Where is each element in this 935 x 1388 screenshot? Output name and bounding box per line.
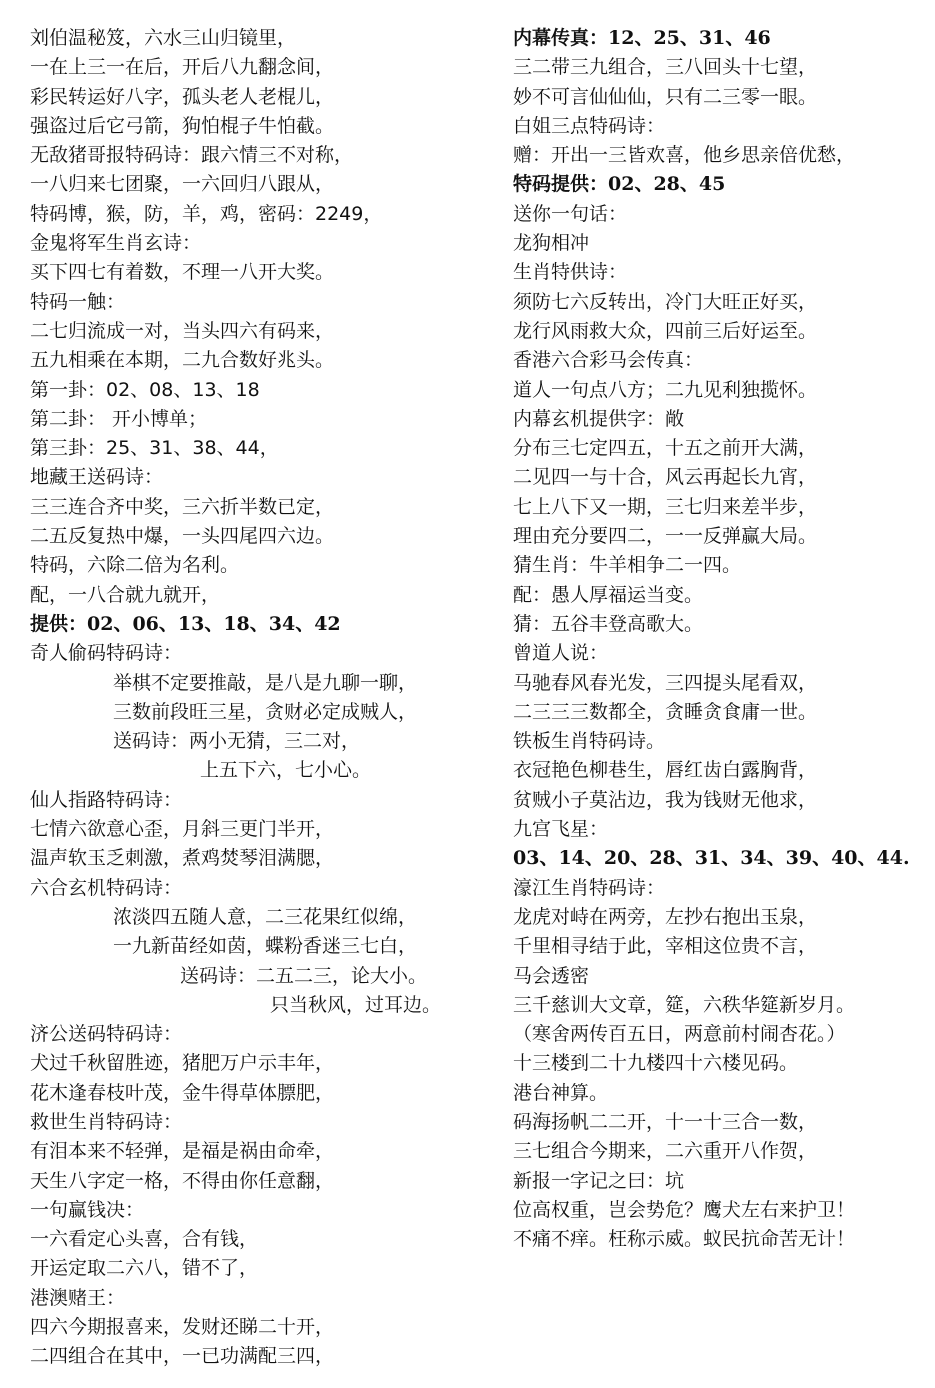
text-line: 妙不可言仙仙仙，只有二三零一眼。	[513, 85, 818, 108]
text-line: 港澳赌王：	[30, 1286, 126, 1309]
text-line: 强盗过后它弓箭，狗怕棍子牛怕截。	[30, 114, 335, 137]
text-line: 第三卦：25、31、38、44，	[30, 437, 279, 460]
text-line: 二七归流成一对，当头四六有码来，	[30, 319, 335, 342]
text-line: 地藏王送码诗：	[30, 466, 164, 489]
text-line: 龙行风雨救大众，四前三后好运至。	[513, 319, 818, 342]
text-line: 开运定取二六八，错不了，	[30, 1257, 259, 1280]
text-line: 济公送码特码诗：	[30, 1023, 183, 1046]
text-line: 第二卦： 开小博单；	[30, 407, 208, 430]
text-line-indented: 送码诗：两小无猜，三二对，	[113, 730, 361, 753]
text-line: 猜：五谷丰登高歌大。	[513, 612, 704, 635]
text-line: 十三楼到二十九楼四十六楼见码。	[513, 1052, 799, 1075]
text-line: 千里相寻结于此，宰相这位贵不言，	[513, 935, 818, 958]
text-line: 香港六合彩马会传真：	[513, 349, 704, 372]
text-line: 第一卦：02、08、13、18	[30, 378, 260, 401]
text-line: 温声软玉乏刺激，煮鸡焚琴泪满腮，	[30, 847, 335, 870]
text-line: 二四组合在其中，一已功满配三四，	[30, 1345, 335, 1368]
text-line: 龙狗相冲	[513, 232, 590, 255]
text-line: 三二带三九组合，三八回头十七望，	[513, 56, 818, 79]
text-line: 白姐三点特码诗：	[513, 114, 666, 137]
text-line: 七情六欲意心歪，月斜三更门半开，	[30, 818, 335, 841]
text-line: 买下四七有着数，不理一八开大奖。	[30, 261, 335, 284]
text-line: 港台神算。	[513, 1081, 609, 1104]
text-line-indented: 浓淡四五随人意，二三花果红似绵，	[113, 905, 418, 928]
text-line: （寒舍两传百五日，两意前村闹杏花。）	[513, 1023, 846, 1046]
text-line-indented: 上五下六，七小心。	[200, 759, 372, 782]
text-line: 理由充分要四二，一一反弹赢大局。	[513, 525, 818, 548]
text-line: 二五反复热中爆，一头四尾四六边。	[30, 525, 335, 548]
text-line: 铁板生肖特码诗。	[513, 730, 666, 753]
text-line: 一六看定心头喜，合有钱，	[30, 1228, 259, 1251]
text-line: 曾道人说：	[513, 642, 609, 665]
text-line: 四六今期报喜来，发财还睇二十开，	[30, 1316, 335, 1339]
text-line: 特码博，猴，防，羊，鸡，密码：2249，	[30, 202, 383, 225]
text-line: 贫贼小子莫沾边，我为钱财无他求，	[513, 788, 818, 811]
text-line: 衣冠艳色柳巷生，唇红齿白露胸背，	[513, 759, 818, 782]
text-line-bold: 提供：02、06、13、18、34、42	[30, 612, 341, 635]
text-line: 犬过千秋留胜迹，猪肥万户示丰年，	[30, 1052, 335, 1075]
text-line: 濠江生肖特码诗：	[513, 876, 666, 899]
text-line-indented: 一九新苗经如茵，蝶粉香迷三七白，	[113, 935, 418, 958]
text-line: 花木逢春枝叶茂，金牛得草体膘肥，	[30, 1081, 335, 1104]
text-line: 猜生肖：牛羊相争二一四。	[513, 554, 742, 577]
text-line: 分布三七定四五，十五之前开大满，	[513, 437, 818, 460]
left-column	[30, 24, 470, 1372]
text-line: 赠：开出一三皆欢喜，他乡思亲倍优愁，	[513, 144, 856, 167]
text-line: 金鬼将军生肖玄诗：	[30, 232, 202, 255]
text-line: 五九相乘在本期，二九合数好兆头。	[30, 349, 335, 372]
text-line-indented: 举棋不定要推敲，是八是九聊一聊，	[113, 671, 418, 694]
text-line-indented: 送码诗：二五二三，论大小。	[180, 964, 428, 987]
text-line: 须防七六反转出，冷门大旺正好买，	[513, 290, 818, 313]
text-line: 三千慈训大文章，筵，六秩华筵新岁月。	[513, 993, 856, 1016]
text-line: 二三三三数都全，贪睡贪食庸一世。	[513, 700, 818, 723]
text-line: 无敌猪哥报特码诗：跟六情三不对称，	[30, 144, 354, 167]
text-line: 一在上三一在后，开后八九翻念间，	[30, 56, 335, 79]
text-line: 道人一句点八方；二九见利独揽怀。	[513, 378, 818, 401]
text-line: 位高权重，岂会势危？鹰犬左右来护卫！	[513, 1198, 856, 1221]
text-line: 七上八下又一期，三七归来差半步，	[513, 495, 818, 518]
text-line: 刘伯温秘笈，六水三山归镜里，	[30, 27, 297, 49]
text-line: 三七组合今期来，二六重开八作贺，	[513, 1140, 818, 1163]
text-line: 有泪本来不轻弹，是福是祸由命牵，	[30, 1140, 335, 1163]
right-column	[513, 24, 923, 1254]
text-line: 九宫飞星：	[513, 818, 609, 841]
text-line: 六合玄机特码诗：	[30, 876, 183, 899]
text-line-indented: 只当秋风，过耳边。	[270, 993, 442, 1016]
text-line: 一句赢钱决：	[30, 1198, 145, 1221]
text-line-bold: 03、14、20、28、31、34、39、40、44.	[513, 847, 910, 870]
text-line: 奇人偷码特码诗：	[30, 642, 183, 665]
text-line: 救世生肖特码诗：	[30, 1110, 183, 1133]
text-line: 三三连合齐中奖，三六折半数已定，	[30, 495, 335, 518]
text-line: 不痛不痒。枉称示威。蚁民抗命苦无计！	[513, 1228, 856, 1251]
text-line: 特码，六除二倍为名利。	[30, 554, 240, 577]
text-line: 送你一句话：	[513, 202, 628, 225]
text-line: 马驰春风春光发，三四提头尾看双，	[513, 671, 818, 694]
text-line: 天生八字定一格，不得由你任意翻，	[30, 1169, 335, 1192]
text-line: 配，一八合就九就开，	[30, 583, 221, 606]
text-line: 配：愚人厚福运当变。	[513, 583, 704, 606]
text-line: 仙人指路特码诗：	[30, 788, 183, 811]
text-line-bold: 内幕传真：12、25、31、46	[513, 27, 771, 49]
text-line: 新报一字记之曰：坑	[513, 1169, 685, 1192]
text-line-bold: 特码提供：02、28、45	[513, 173, 726, 196]
text-line: 生肖特供诗：	[513, 261, 628, 284]
text-line: 码海扬帆二二开，十一十三合一数，	[513, 1110, 818, 1133]
text-line: 龙虎对峙在两旁，左抄右抱出玉泉，	[513, 905, 818, 928]
text-line: 彩民转运好八字，孤头老人老棍儿，	[30, 85, 335, 108]
text-line: 马会透密	[513, 964, 590, 987]
text-line: 二见四一与十合，风云再起长九宵，	[513, 466, 818, 489]
text-line: 特码一触：	[30, 290, 126, 313]
text-line: 内幕玄机提供字：敞	[513, 407, 685, 430]
text-line: 一八归来七团聚，一六回归八跟从，	[30, 173, 335, 196]
text-line-indented: 三数前段旺三星，贪财必定成贼人，	[113, 700, 418, 723]
